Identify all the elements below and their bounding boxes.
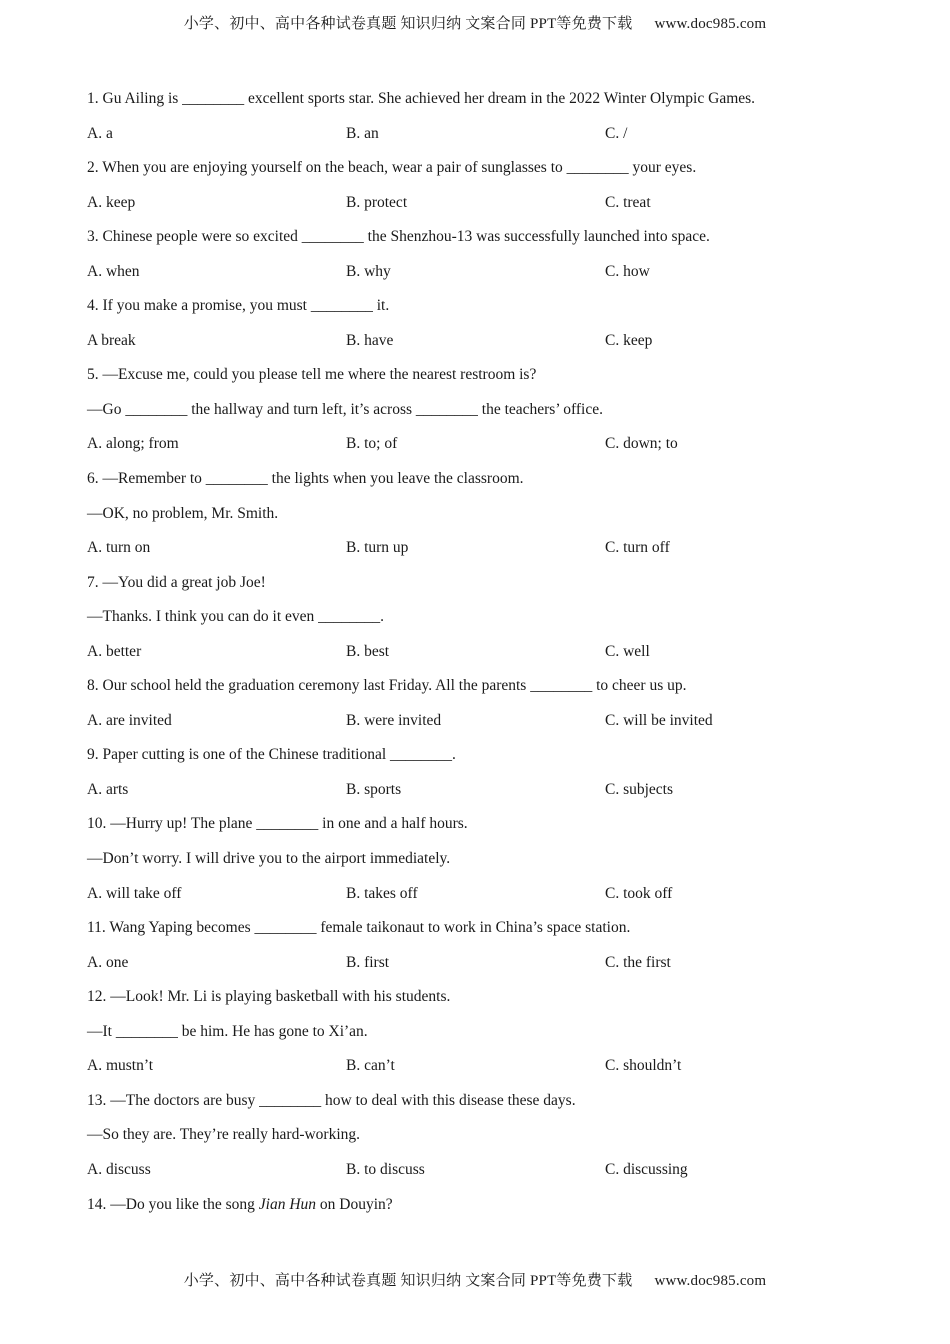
option-a[interactable]: A. a xyxy=(87,124,113,142)
options-row xyxy=(87,192,877,227)
option-a[interactable]: A. along; from xyxy=(87,435,179,453)
option-b[interactable]: B. takes off xyxy=(346,884,418,902)
question-stem: 11. Wang Yaping becomes ________ female taikonaut to work in China’s space station. xyxy=(87,919,631,937)
options-row xyxy=(87,537,877,572)
question-stem: 12. —Look! Mr. Li is playing basketball with his students. xyxy=(87,988,451,1006)
question-text: 14. —Do you like the song xyxy=(87,1195,259,1213)
footer-text: 小学、初中、高中各种试卷真题 知识归纳 文案合同 PPT等免费下载 xyxy=(183,1273,633,1289)
option-c[interactable]: C. the first xyxy=(605,953,671,971)
options-row xyxy=(87,710,877,745)
option-a[interactable]: A. mustn’t xyxy=(87,1057,154,1075)
question-stem: 4. If you make a promise, you must ________ it. xyxy=(87,297,390,315)
question-dialogue-line: —It ________ be him. He has gone to Xi’an. xyxy=(87,1022,368,1040)
options-row xyxy=(87,1055,877,1090)
question-stem: 2. When you are enjoying yourself on the beach, wear a pair of sunglasses to ________ your eyes. xyxy=(87,159,697,177)
question-stem: 5. —Excuse me, could you please tell me where the nearest restroom is? xyxy=(87,366,537,384)
option-b[interactable]: B. why xyxy=(346,262,391,280)
question-dialogue-line: —Don’t worry. I will drive you to the airport immediately. xyxy=(87,850,451,868)
option-b[interactable]: B. have xyxy=(346,331,394,349)
option-b[interactable]: B. protect xyxy=(346,193,408,211)
options-row xyxy=(87,433,877,468)
options-row xyxy=(87,330,877,365)
options-row xyxy=(87,1159,877,1194)
option-b[interactable]: B. turn up xyxy=(346,539,409,557)
header-text: 小学、初中、高中各种试卷真题 知识归纳 文案合同 PPT等免费下载 xyxy=(183,16,633,32)
option-a[interactable]: A break xyxy=(87,331,136,349)
option-b[interactable]: B. were invited xyxy=(346,711,442,729)
option-b[interactable]: B. to; of xyxy=(346,435,398,453)
question-dialogue-line: —So they are. They’re really hard-working. xyxy=(87,1126,361,1144)
question-stem: 6. —Remember to ________ the lights when you leave the classroom. xyxy=(87,470,524,488)
options-row xyxy=(87,883,877,918)
question-dialogue-line: —Go ________ the hallway and turn left, it’s across ________ the teachers’ office. xyxy=(87,400,603,418)
options-row xyxy=(87,952,877,987)
question-stem: 7. —You did a great job Joe! xyxy=(87,573,266,591)
page-header xyxy=(0,12,950,33)
option-a[interactable]: A. better xyxy=(87,642,142,660)
options-row xyxy=(87,779,877,814)
option-a[interactable]: A. when xyxy=(87,262,140,280)
question-text: on Douyin? xyxy=(316,1195,393,1213)
option-b[interactable]: B. best xyxy=(346,642,390,660)
option-a[interactable]: A. turn on xyxy=(87,539,151,557)
options-row xyxy=(87,641,877,676)
option-a[interactable]: A. are invited xyxy=(87,711,172,729)
question-stem: 9. Paper cutting is one of the Chinese traditional ________. xyxy=(87,746,456,764)
option-c[interactable]: C. treat xyxy=(605,193,651,211)
option-b[interactable]: B. can’t xyxy=(346,1057,395,1075)
song-title: Jian Hun xyxy=(258,1195,317,1213)
option-a[interactable]: A. will take off xyxy=(87,884,182,902)
option-c[interactable]: C. took off xyxy=(605,884,673,902)
question-stem: 3. Chinese people were so excited ________ the Shenzhou-13 was successfully launched into space. xyxy=(87,228,710,246)
option-c[interactable]: C. well xyxy=(605,642,650,660)
option-c[interactable]: C. subjects xyxy=(605,780,674,798)
page-footer xyxy=(0,1269,950,1290)
option-a[interactable]: A. one xyxy=(87,953,129,971)
option-c[interactable]: C. keep xyxy=(605,331,653,349)
option-a[interactable]: A. keep xyxy=(87,193,136,211)
question-stem: 10. —Hurry up! The plane ________ in one and a half hours. xyxy=(87,815,468,833)
option-b[interactable]: B. first xyxy=(346,953,390,971)
question-stem: 8. Our school held the graduation ceremony last Friday. All the parents ________ to cheer us up. xyxy=(87,677,687,695)
option-b[interactable]: B. to discuss xyxy=(346,1160,425,1178)
question-dialogue-line: —OK, no problem, Mr. Smith. xyxy=(87,504,279,522)
question-list xyxy=(87,88,877,1228)
option-c[interactable]: C. discussing xyxy=(605,1160,688,1178)
option-c[interactable]: C. how xyxy=(605,262,650,280)
question-stem xyxy=(87,1194,877,1229)
option-a[interactable]: A. arts xyxy=(87,780,129,798)
options-row xyxy=(87,261,877,296)
header-site-link[interactable]: www.doc985.com xyxy=(654,16,767,32)
footer-site-link[interactable]: www.doc985.com xyxy=(654,1273,767,1289)
option-b[interactable]: B. sports xyxy=(346,780,402,798)
question-dialogue-line: —Thanks. I think you can do it even ________. xyxy=(87,608,385,626)
options-row xyxy=(87,123,877,158)
option-c[interactable]: C. / xyxy=(605,124,628,142)
option-c[interactable]: C. will be invited xyxy=(605,711,713,729)
option-b[interactable]: B. an xyxy=(346,124,379,142)
option-c[interactable]: C. down; to xyxy=(605,435,678,453)
option-c[interactable]: C. turn off xyxy=(605,539,670,557)
question-stem: 13. —The doctors are busy ________ how to deal with this disease these days. xyxy=(87,1091,576,1109)
option-c[interactable]: C. shouldn’t xyxy=(605,1057,682,1075)
question-stem: 1. Gu Ailing is ________ excellent sports star. She achieved her dream in the 2022 Winter Olympic Games. xyxy=(87,90,756,107)
option-a[interactable]: A. discuss xyxy=(87,1160,151,1178)
